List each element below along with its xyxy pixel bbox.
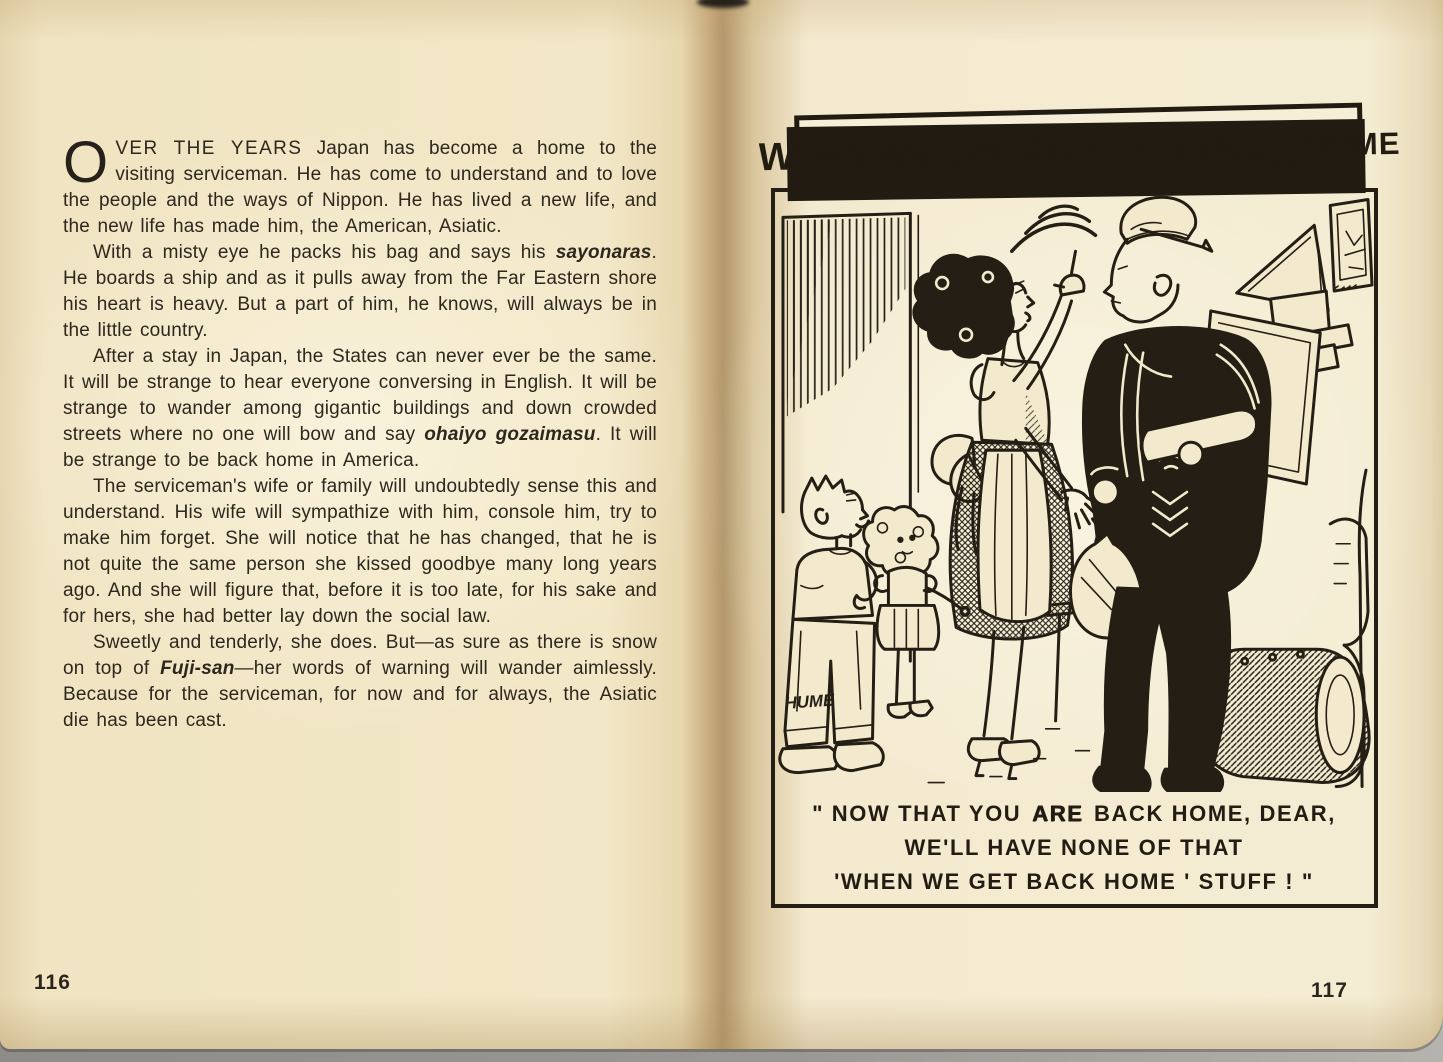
page-number-left: 116 (34, 971, 71, 994)
artist-signature: HUME (783, 690, 835, 713)
paragraph-text: The serviceman's wife or family will undoubtedly sense this and understand. His wife will sympathize with him, console him, try to make him forget. She will notice that he has changed, that he is not quite the same person she kissed goodbye many long years ago. And she will figure that, before it is too late, for his sake and for hers, she had better lay down the social law. (63, 476, 657, 627)
caption-text: BACK HOME, DEAR, (1086, 801, 1336, 826)
woman (913, 251, 1101, 778)
article-text (63, 130, 657, 734)
paragraph-text: . It will be strange to be back home in America. (63, 424, 657, 471)
caption-emphasis: ARE (1032, 801, 1084, 826)
paragraph-text: Sweetly and tenderly, she does. But—as sure as there is snow on top of (63, 632, 657, 679)
caption-line-2: WE'LL HAVE NONE OF THAT (904, 835, 1244, 860)
lead-phrase: VER THE YEARS (115, 138, 303, 159)
caption-line-1 (781, 797, 1367, 831)
apron (978, 450, 1051, 621)
wall-picture (1330, 199, 1372, 291)
boy (780, 476, 883, 773)
caption-line-3: 'WHEN WE GET BACK HOME ' STUFF ! " (834, 869, 1314, 894)
drop-cap: O (63, 130, 109, 195)
paragraph-text: After a stay in Japan, the States can never ever be the same. It will be strange to hear everyone conversing in English. It will be strange to wander among gigantic buildings and down crowded streets where no one will bow and say (63, 346, 657, 445)
sailor-trousers (1101, 588, 1230, 771)
cartoon-artist-name: HUME (1304, 125, 1401, 163)
woman-hair (913, 255, 1013, 358)
cartoon-drawing (777, 192, 1374, 792)
paragraph-text: Japan has become a home to the visiting serviceman. He has come to understand and to love the people and the ways of Nippon. He has lived a new life, and the new life has made him, the American, Asiatic. (63, 138, 657, 237)
japanese-term: sayonaras (555, 242, 652, 263)
motion-lines (1012, 206, 1096, 251)
article-paragraph-2 (63, 240, 657, 344)
cartoon-byline-by: by (1272, 151, 1300, 174)
paragraph-text: —her words of warning will wander aimlessly. Because for the serviceman, for now and for always, the Asiatic die has been cast. (63, 658, 657, 731)
caption-text: " NOW THAT YOU (812, 801, 1030, 826)
paragraph-text: . He boards a ship and as it pulls away from the Far Eastern shore his heart is heavy. But a part of him, he knows, will always be in the little country. (63, 242, 657, 341)
sailor-right-hand (1092, 479, 1118, 505)
cartoon-caption (781, 797, 1367, 899)
article-paragraph-1 (63, 130, 657, 240)
cartoon-title: When We Get Back Home... (756, 124, 1265, 180)
article-paragraph-5 (63, 630, 657, 734)
sailor-left-hand (1179, 442, 1203, 466)
japanese-term: Fuji-san (160, 658, 235, 679)
article-paragraph-3 (63, 344, 657, 474)
article-paragraph-4 (63, 474, 657, 630)
paragraph-text: With a misty eye he packs his bag and says his (93, 242, 556, 263)
cartoon-title-banner (756, 103, 1401, 200)
japanese-term: ohaiyo gozaimasu (424, 424, 596, 445)
page-number-right: 117 (1311, 979, 1348, 1002)
